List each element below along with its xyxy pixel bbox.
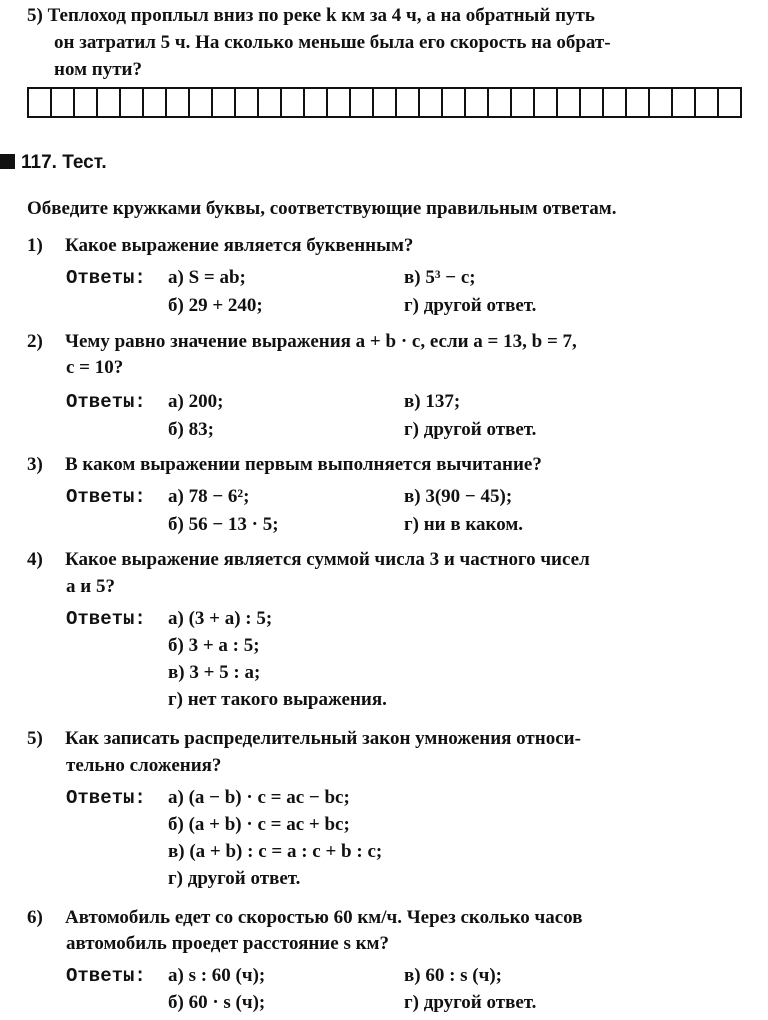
question-4-number: 4) (27, 549, 43, 570)
answer-cell[interactable] (696, 87, 719, 118)
answers-label: Ответы: (66, 608, 146, 630)
answer-cell[interactable] (604, 87, 627, 118)
answer-cell[interactable] (535, 87, 558, 118)
answer-cell[interactable] (719, 87, 742, 118)
question-2 (27, 330, 577, 354)
answer-cell[interactable] (259, 87, 282, 118)
answer-cell[interactable] (98, 87, 121, 118)
answer-cell[interactable] (650, 87, 673, 118)
answer-cell[interactable] (489, 87, 512, 118)
q5-option-v[interactable]: в) (a + b) : c = a : c + b : c; (168, 841, 383, 862)
question-4 (27, 548, 590, 572)
section-square-icon (0, 154, 15, 169)
section-heading (0, 151, 107, 175)
q6-option-v[interactable]: в) 60 : s (ч); (404, 965, 503, 986)
answer-cell[interactable] (351, 87, 374, 118)
answers-label: Ответы: (66, 787, 146, 809)
answer-cell[interactable] (190, 87, 213, 118)
q3-option-v[interactable]: в) 3(90 − 45); (404, 486, 513, 507)
answer-cell[interactable] (397, 87, 420, 118)
prev-problem-line2: он затратил 5 ч. На сколько меньше была его скорость на обрат- (54, 32, 611, 53)
question-5-text: Как записать распределительный закон умножения относи- (65, 728, 581, 749)
q4-option-v[interactable]: в) 3 + 5 : a; (168, 662, 261, 683)
answer-cell[interactable] (512, 87, 535, 118)
q1-option-b[interactable]: б) 29 + 240; (168, 295, 263, 316)
answer-cell[interactable] (52, 87, 75, 118)
answers-label: Ответы: (66, 267, 146, 289)
q6-option-a[interactable]: а) s : 60 (ч); (168, 965, 266, 986)
question-1 (27, 234, 413, 258)
q2-option-g[interactable]: г) другой ответ. (404, 419, 537, 440)
question-2-text: Чему равно значение выражения a + b · c, если a = 13, b = 7, (65, 331, 577, 352)
answer-cell[interactable] (581, 87, 604, 118)
question-5-text-cont: тельно сложения? (66, 755, 222, 776)
answer-cell[interactable] (144, 87, 167, 118)
question-2-text-cont: c = 10? (66, 357, 124, 378)
q2-option-b[interactable]: б) 83; (168, 419, 214, 440)
question-4-text-cont: a и 5? (66, 576, 115, 597)
answer-cell[interactable] (75, 87, 98, 118)
q3-option-g[interactable]: г) ни в каком. (404, 514, 524, 535)
section-title: 117. Тест. (21, 152, 107, 173)
question-3 (27, 453, 542, 477)
section-instruction: Обведите кружками буквы, соответствующие правильным ответам. (27, 198, 617, 219)
answer-cell[interactable] (673, 87, 696, 118)
answer-cell[interactable] (167, 87, 190, 118)
answer-cell[interactable] (236, 87, 259, 118)
question-3-number: 3) (27, 454, 43, 475)
q3-option-b[interactable]: б) 56 − 13 · 5; (168, 514, 279, 535)
question-1-text: Какое выражение является буквенным? (65, 235, 414, 256)
answer-cell[interactable] (328, 87, 351, 118)
answer-cell[interactable] (627, 87, 650, 118)
prev-problem-line3: ном пути? (54, 59, 143, 80)
q2-option-a[interactable]: а) 200; (168, 391, 224, 412)
answer-cell[interactable] (213, 87, 236, 118)
question-6 (27, 906, 582, 930)
q3-option-a[interactable]: а) 78 − 6²; (168, 486, 250, 507)
q5-option-a[interactable]: а) (a − b) · c = ac − bc; (168, 787, 350, 808)
q1-option-v[interactable]: в) 5³ − c; (404, 267, 476, 288)
question-6-text-cont: автомобиль проедет расстояние s км? (66, 933, 389, 954)
question-6-number: 6) (27, 907, 43, 928)
q4-option-a[interactable]: а) (3 + a) : 5; (168, 608, 273, 629)
answers-label: Ответы: (66, 391, 146, 413)
question-3-text: В каком выражении первым выполняется вычитание? (65, 454, 542, 475)
question-5 (27, 727, 581, 751)
question-4-text: Какое выражение является суммой числа 3 и частного чисел (65, 549, 590, 570)
question-2-number: 2) (27, 331, 43, 352)
answers-label: Ответы: (66, 965, 146, 987)
answer-cell[interactable] (305, 87, 328, 118)
answer-grid[interactable] (27, 87, 742, 118)
q4-option-b[interactable]: б) 3 + a : 5; (168, 635, 260, 656)
question-5-number: 5) (27, 728, 43, 749)
answer-cell[interactable] (420, 87, 443, 118)
q6-option-b[interactable]: б) 60 · s (ч); (168, 992, 266, 1013)
question-6-text: Автомобиль едет со скоростью 60 км/ч. Через сколько часов (65, 907, 583, 928)
answer-cell[interactable] (443, 87, 466, 118)
answer-cell[interactable] (558, 87, 581, 118)
prev-problem-text-1: Теплоход проплыл вниз по реке k км за 4 ч, а на обратный путь (47, 5, 595, 26)
answer-cell[interactable] (282, 87, 305, 118)
prev-problem-number: 5) (27, 5, 43, 26)
q5-option-g[interactable]: г) другой ответ. (168, 868, 301, 889)
q5-option-b[interactable]: б) (a + b) · c = ac + bc; (168, 814, 350, 835)
q1-option-a[interactable]: а) S = ab; (168, 267, 246, 288)
answer-cell[interactable] (121, 87, 144, 118)
answer-cell[interactable] (374, 87, 397, 118)
answer-cell[interactable] (29, 87, 52, 118)
answers-label: Ответы: (66, 486, 146, 508)
answer-cell[interactable] (466, 87, 489, 118)
prev-problem-line1 (27, 4, 595, 28)
q2-option-v[interactable]: в) 137; (404, 391, 461, 412)
q6-option-g[interactable]: г) другой ответ. (404, 992, 537, 1013)
q1-option-g[interactable]: г) другой ответ. (404, 295, 537, 316)
q4-option-g[interactable]: г) нет такого выражения. (168, 689, 387, 710)
question-1-number: 1) (27, 235, 43, 256)
